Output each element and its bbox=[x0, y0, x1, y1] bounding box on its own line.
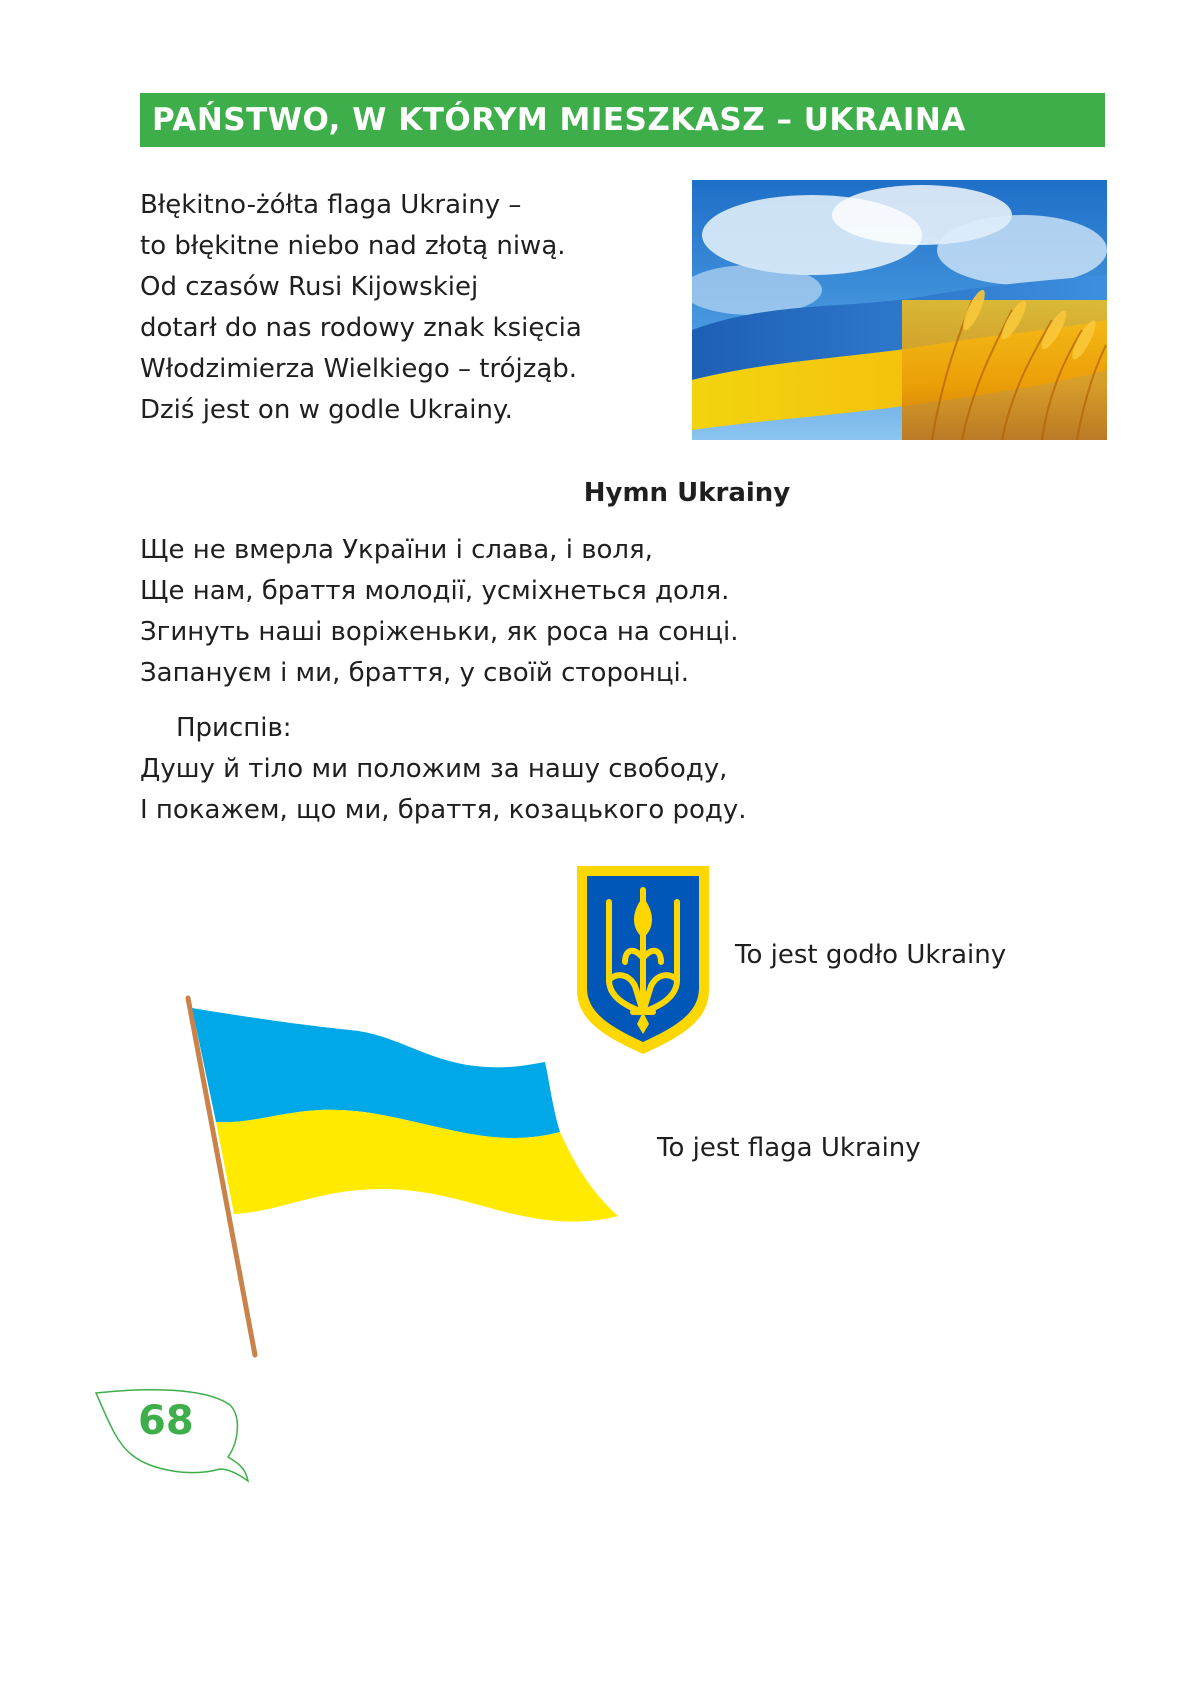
intro-line: Od czasów Rusi Kijowskiej bbox=[140, 272, 479, 302]
chorus-label: Приспів: bbox=[176, 713, 292, 743]
intro-paragraph bbox=[140, 185, 680, 431]
anthem-chorus bbox=[140, 708, 1040, 831]
section-header bbox=[140, 93, 1105, 147]
anthem-line: Ще нам, браття молодії, усміхнеться доля. bbox=[140, 576, 730, 606]
anthem-verse bbox=[140, 530, 1040, 694]
anthem-line: Згинуть наші воріженьки, як роса на сонці. bbox=[140, 617, 739, 647]
intro-line: to błękitne niebo nad złotą niwą. bbox=[140, 231, 566, 261]
flag-wheat-illustration bbox=[692, 180, 1107, 440]
anthem-title-text: Hymn Ukrainy bbox=[583, 478, 791, 508]
intro-line: Błękitno-żółta flaga Ukrainy – bbox=[140, 190, 522, 220]
chorus-line: Душу й тіло ми положим за нашу свободу, bbox=[140, 754, 728, 784]
flag-over-wheat-photo bbox=[692, 180, 1107, 440]
intro-line: dotarł do nas rodowy znak księcia bbox=[140, 313, 582, 343]
anthem-line: Запануєм і ми, браття, у своїй сторонці. bbox=[140, 658, 690, 688]
anthem-title bbox=[140, 478, 1190, 508]
emblem-caption: To jest godło Ukrainy bbox=[735, 940, 1007, 970]
anthem-line: Ще не вмерла України і слава, і воля, bbox=[140, 535, 653, 565]
flag-caption: To jest flaga Ukrainy bbox=[657, 1133, 921, 1163]
chorus-line: І покажем, що ми, браття, козацького роду. bbox=[140, 795, 747, 825]
page-title: PAŃSTWO, W KTÓRYM MIESZKASZ – UKRAINA bbox=[152, 102, 966, 138]
page-number: 68 bbox=[138, 1398, 194, 1444]
intro-line: Włodzimierza Wielkiego – trójząb. bbox=[140, 354, 578, 384]
waving-flag-illustration bbox=[180, 990, 650, 1360]
intro-line: Dziś jest on w godle Ukrainy. bbox=[140, 395, 513, 425]
